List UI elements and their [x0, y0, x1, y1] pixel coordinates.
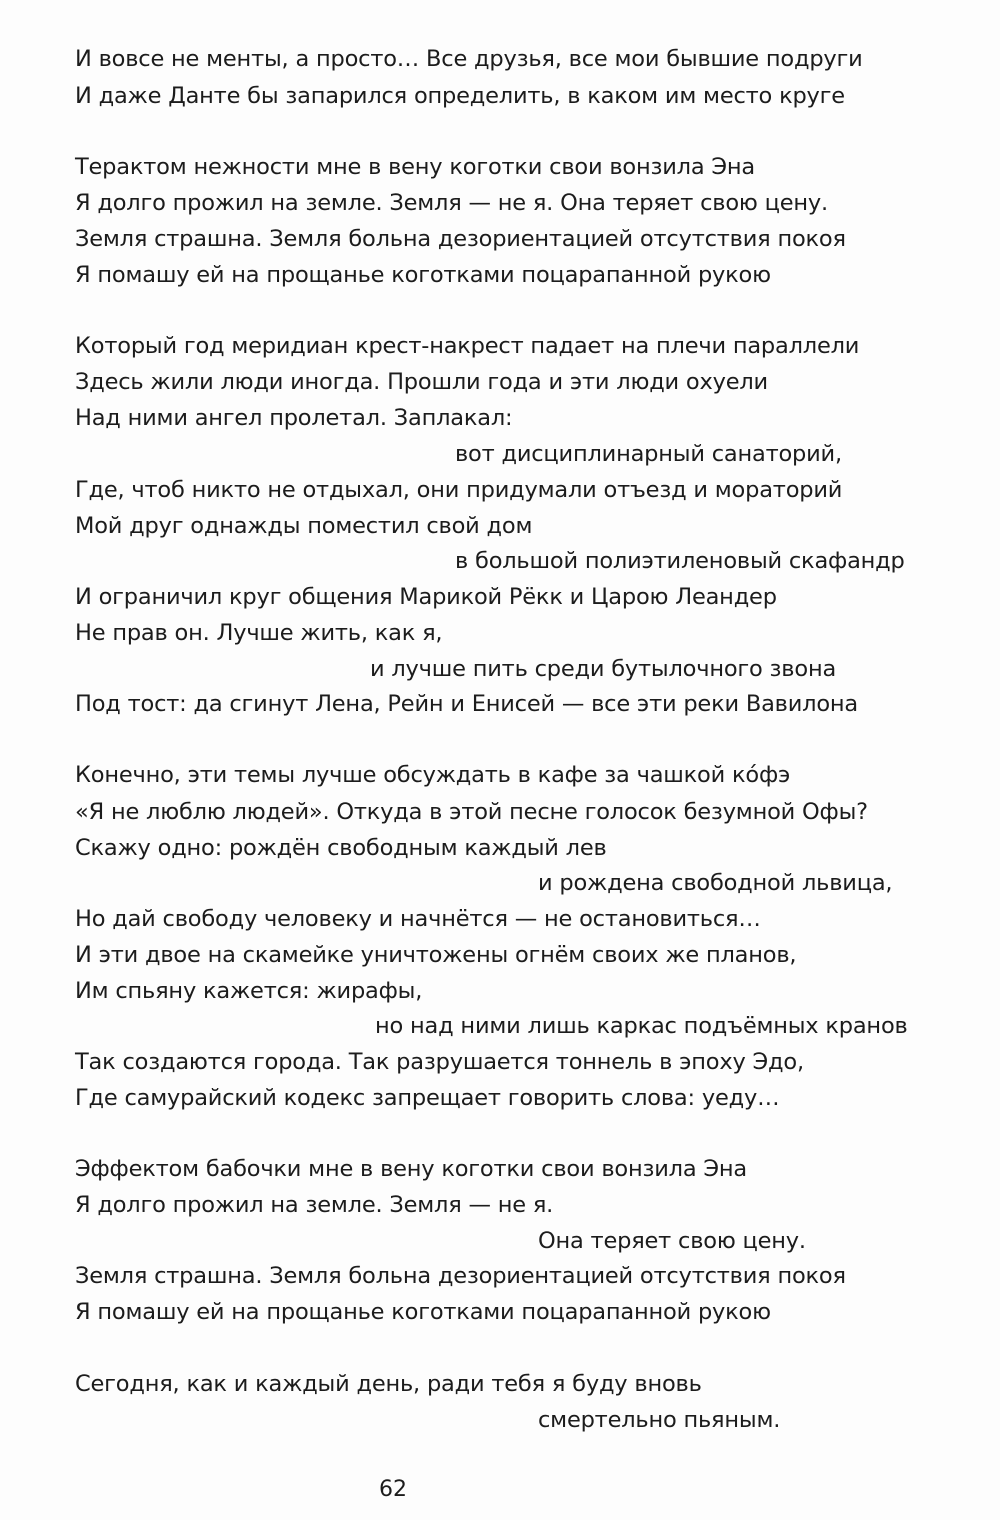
poem-line-indented: Она теряет свою цену.: [538, 1228, 806, 1254]
poem-line: Эффектом бабочки мне в вену коготки свои вонзила Эна: [75, 1156, 747, 1182]
poem-line: Я долго прожил на земле. Земля — не я.: [75, 1192, 554, 1218]
poem-line: Так создаются города. Так разрушается тоннель в эпоху Эдо,: [75, 1049, 804, 1075]
poem-line: Я долго прожил на земле. Земля — не я. Она теряет свою цену.: [75, 190, 828, 216]
poem-line-indented: смертельно пьяным.: [538, 1407, 781, 1433]
poem-line: Над ними ангел пролетал. Заплакал:: [75, 405, 513, 431]
poem-line: И эти двое на скамейке уничтожены огнём своих же планов,: [75, 942, 797, 968]
poem-line: Терактом нежности мне в вену коготки свои вонзила Эна: [75, 154, 756, 180]
poem-line: Не прав он. Лучше жить, как я,: [75, 620, 443, 646]
poem-line: Им спьяну кажется: жирафы,: [75, 978, 423, 1004]
poem-line: Земля страшна. Земля больна дезориентацией отсутствия покоя: [75, 1263, 846, 1289]
poem-line: «Я не люблю людей». Откуда в этой песне голосок безумной Офы?: [75, 799, 868, 825]
poem-line-indented: вот дисциплинарный санаторий,: [455, 441, 842, 467]
poem-line: Где, чтоб никто не отдыхал, они придумали отъезд и мораторий: [75, 477, 843, 503]
poem-line-indented: и лучше пить среди бутылочного звона: [370, 656, 837, 682]
poem-line: Под тост: да сгинут Лена, Рейн и Енисей — все эти реки Вавилона: [75, 691, 858, 717]
poem-line: Сегодня, как и каждый день, ради тебя я буду вновь: [75, 1371, 702, 1397]
poem-line: Но дай свободу человеку и начнётся — не остановиться…: [75, 906, 761, 932]
poem-line-indented: но над ними лишь каркас подъёмных кранов: [375, 1013, 908, 1039]
poem-line-indented: в большой полиэтиленовый скафандр: [455, 548, 905, 574]
poem-line: Земля страшна. Земля больна дезориентацией отсутствия покоя: [75, 226, 846, 252]
poem-line: Я помашу ей на прощанье коготками поцарапанной рукою: [75, 1299, 771, 1325]
poem-line: Я помашу ей на прощанье коготками поцарапанной рукою: [75, 262, 771, 288]
page-number: 62: [379, 1477, 407, 1502]
poem-line: Мой друг однажды поместил свой дом: [75, 513, 533, 539]
poem-line: И вовсе не менты, а просто… Все друзья, все мои бывшие подруги: [75, 46, 863, 72]
poem-line: Где самурайский кодекс запрещает говорить слова: уеду…: [75, 1085, 780, 1111]
poem-line: Здесь жили люди иногда. Прошли года и эти люди охуели: [75, 369, 768, 395]
poem-line: И ограничил круг общения Марикой Рёкк и Царою Леандер: [75, 584, 777, 610]
poem-line: Скажу одно: рождён свободным каждый лев: [75, 835, 607, 861]
poem-line: Конечно, эти темы лучше обсуждать в кафе за чашкой ко́фэ: [75, 762, 791, 788]
poem-line-indented: и рождена свободной львица,: [538, 870, 893, 896]
poem-line: Который год меридиан крест-накрест падает на плечи параллели: [75, 333, 860, 359]
poem-line: И даже Данте бы запарился определить, в каком им место круге: [75, 83, 845, 109]
